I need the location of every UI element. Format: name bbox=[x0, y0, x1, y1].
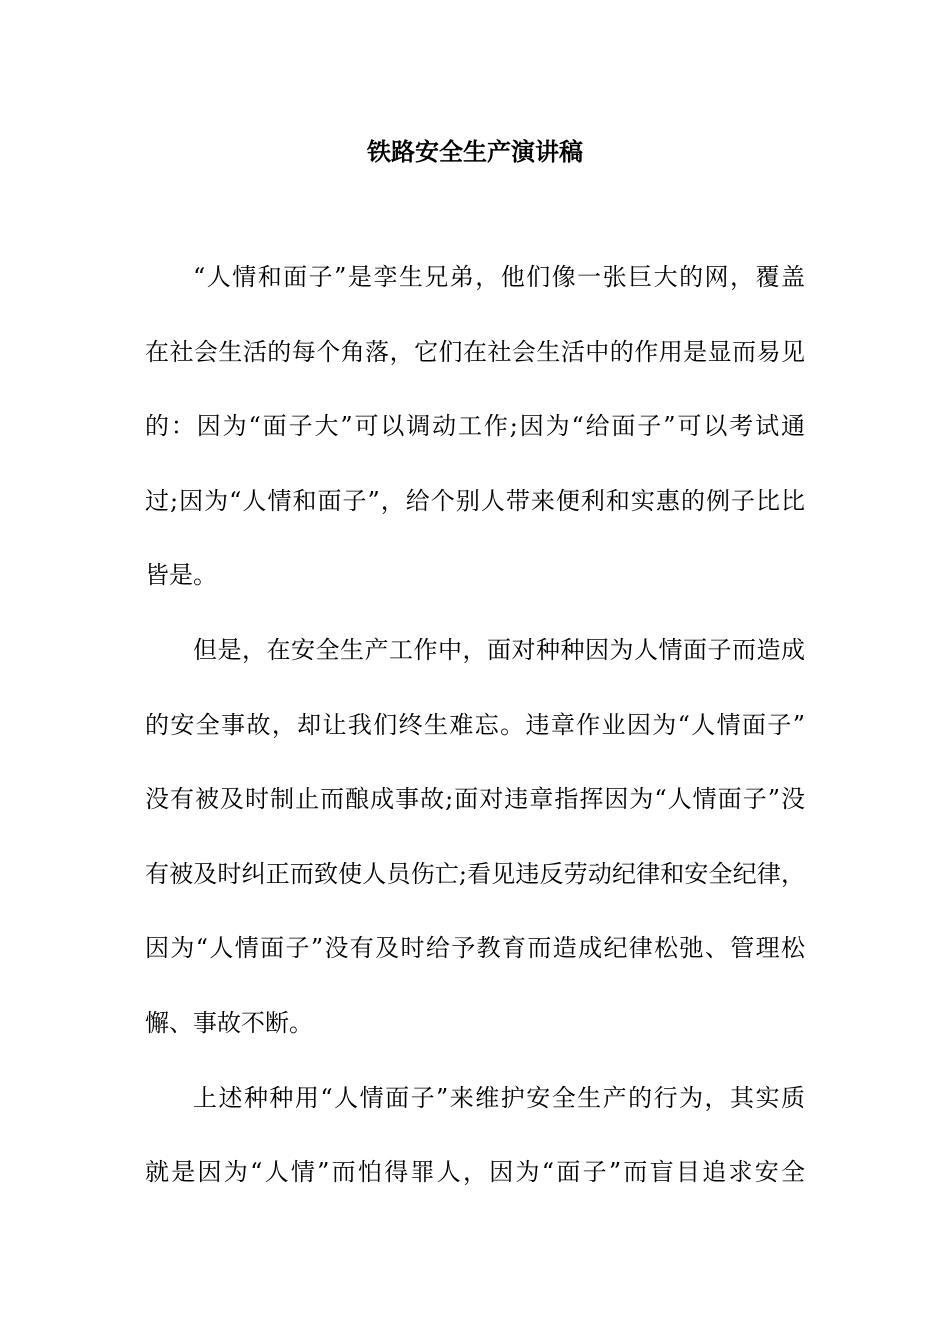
paragraph-1-line-1: “人情和面子”是孪生兄弟，他们像一张巨大的网，覆盖 bbox=[193, 263, 805, 291]
paragraph-1-line-4: 过;因为“人情和面子”，给个别人带来便利和实惠的例子比比 bbox=[145, 487, 805, 515]
paragraph-2-line-2: 的安全事故，却让我们终生难忘。违章作业因为“人情面子” bbox=[145, 711, 805, 739]
paragraph-2-line-1: 但是，在安全生产工作中，面对种种因为人情面子而造成 bbox=[193, 636, 805, 664]
paragraph-1-line-2: 在社会生活的每个角落，它们在社会生活中的作用是显而易见 bbox=[145, 338, 805, 366]
document-title: 铁路安全生产演讲稿 bbox=[367, 138, 583, 166]
paragraph-2-line-5: 因为“人情面子”没有及时给予教育而造成纪律松弛、管理松 bbox=[145, 934, 805, 962]
paragraph-2-line-4: 有被及时纠正而致使人员伤亡;看见违反劳动纪律和安全纪律， bbox=[145, 860, 805, 888]
paragraph-2-line-3: 没有被及时制止而酿成事故;面对违章指挥因为“人情面子”没 bbox=[145, 785, 805, 813]
paragraph-1-line-5: 皆是。 bbox=[145, 561, 217, 589]
paragraph-1-line-3: 的：因为“面子大”可以调动工作;因为“给面子”可以考试通 bbox=[145, 412, 805, 440]
paragraph-2-line-6: 懈、事故不断。 bbox=[145, 1009, 313, 1037]
paragraph-3-line-1: 上述种种用“人情面子”来维护安全生产的行为，其实质 bbox=[193, 1084, 805, 1112]
paragraph-3-line-2: 就是因为“人情”而怕得罪人，因为“面子”而盲目追求安全 bbox=[145, 1158, 805, 1186]
